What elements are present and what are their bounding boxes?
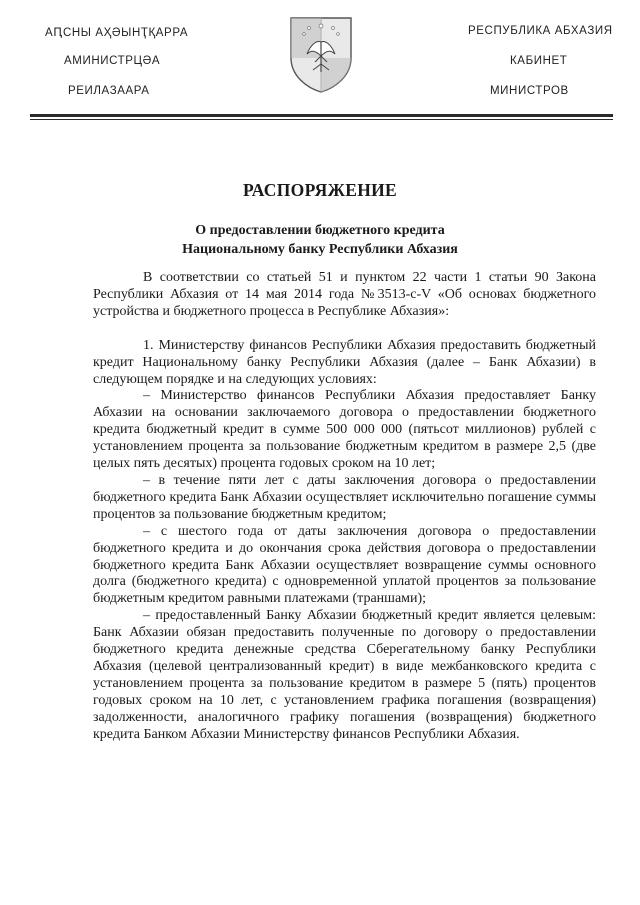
document-body [93,270,596,743]
document-subtitle-line-2: Национальному банку Республики Абхазия [182,242,458,257]
item-1-paragraph: 1. Министерству финансов Республики Абхазия предоставить бюджетный кредит Национальному банку Республики Абхазия (далее – Банк Абхазии) в следующем порядке и на следующих условиях: [93,337,596,387]
header-rule-thin [30,119,613,120]
header-right-line-3: МИНИСТРОВ [490,85,569,97]
condition-4-paragraph: – предоставленный Банку Абхазии бюджетный кредит является целевым: Банк Абхазии обязан предоставить полученные по договору о предоставлении бюджетного кредита денежные средства Сберегательному банку Республики Абхазия (целевой централизованный кредит) в виде межбанковского кредита с установлением процента за пользование кредитом в размере 5 (пять) процентов годовых сроком на 10 лет, с установлением графика погашения (возвращения) задолженности, аналогичного графику погашения (возвращения) бюджетного кредита Банком Абхазии Министерству финансов Республики Абхазия. [93,608,596,742]
header-left-line-2: АМИНИСТРЦӘА [64,55,161,67]
header-left-line-1: АԤСНЫ АҲӘЫНҬҚАРРА [45,27,189,39]
document-subtitle-line-1: О предоставлении бюджетного кредита [195,223,445,238]
condition-1-paragraph: – Министерство финансов Республики Абхазия предоставляет Банку Абхазии на основании заключаемого договора о предоставлении бюджетного кредита бюджетный кредит в сумме 500 000 000 (пятьсот миллионов) рублей с установлением процента за пользование бюджетным кредитом в размере 2,5 (две целых пять десятых) процента годовых сроком на 10 лет; [93,388,596,472]
intro-paragraph: В соответствии со статьей 51 и пунктом 22 части 1 статьи 90 Закона Республики Абхазия от 14 мая 2014 года №3513-с-V «Об основах бюджетного устройства и бюджетного процесса в Республике Абхазия»: [93,270,596,319]
header-rule-thick [30,114,613,117]
document-title: РАСПОРЯЖЕНИЕ [242,180,397,200]
condition-2-paragraph: – в течение пяти лет с даты заключения договора о предоставлении бюджетного кредита Банк Абхазии осуществляет исключительно погашение суммы процентов за пользование бюджетным кредитом; [93,472,596,522]
header-right-line-2: КАБИНЕТ [510,55,568,67]
coat-of-arms-icon [287,14,355,94]
header-left-line-3: РЕИЛАЗААРА [68,85,150,97]
header-right-line-1: РЕСПУБЛИКА АБХАЗИЯ [468,25,613,37]
condition-3-paragraph: – с шестого года от даты заключения договора о предоставлении бюджетного кредита и до окончания срока действия договора о предоставлении бюджетного кредита Банк Абхазии осуществляет возвращение суммы основного долга (бюджетного кредита) с одновременной уплатой процентов за пользование бюджетным кредитом равными платежами (траншами); [93,523,596,607]
